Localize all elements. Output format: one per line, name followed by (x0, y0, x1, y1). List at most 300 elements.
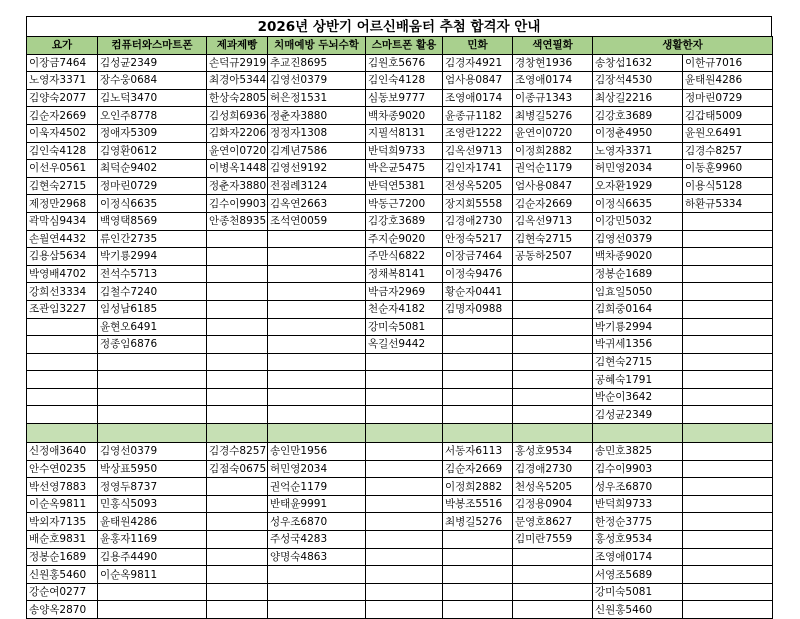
section-1 (27, 54, 773, 423)
table-cell: 허민영2034 (268, 460, 366, 478)
header-row (27, 37, 773, 55)
table-cell: 정채복8141 (366, 265, 443, 283)
table-cell: 김영선0379 (593, 230, 683, 248)
table-cell: 허민영2034 (593, 160, 683, 178)
table-cell (366, 478, 443, 496)
table-cell (366, 388, 443, 406)
table-cell: 이정식6635 (593, 195, 683, 213)
table-cell: 김현숙2715 (27, 177, 98, 195)
table-cell: 윤원오6491 (683, 124, 773, 142)
table-cell (513, 601, 593, 619)
table-cell (513, 300, 593, 318)
table-cell: 서동자6113 (443, 443, 513, 461)
table-row (27, 513, 773, 531)
table-cell: 이정희2882 (443, 478, 513, 496)
table-cell (98, 388, 207, 406)
table-cell: 홍성호9534 (513, 443, 593, 461)
table-cell (683, 478, 773, 496)
table-cell: 이정식6635 (98, 195, 207, 213)
table-cell: 반덕희9733 (366, 142, 443, 160)
table-cell (207, 513, 268, 531)
table-cell (268, 353, 366, 371)
table-row (27, 160, 773, 178)
table-cell (207, 230, 268, 248)
table-row (27, 601, 773, 619)
separator-cell (683, 424, 773, 443)
table-cell (207, 388, 268, 406)
table-cell (366, 531, 443, 549)
table-cell (683, 566, 773, 584)
table-cell: 조석연0059 (268, 212, 366, 230)
separator-cell (443, 424, 513, 443)
table-cell: 김수이9903 (593, 460, 683, 478)
page-title: 2026년 상반기 어르신배움터 추첨 합격자 안내 (26, 16, 772, 36)
table-cell (207, 248, 268, 266)
table-cell (443, 388, 513, 406)
table-cell (683, 406, 773, 424)
table-row (27, 353, 773, 371)
table-cell (683, 443, 773, 461)
separator-cell (27, 424, 98, 443)
table-cell (207, 495, 268, 513)
table-cell (98, 353, 207, 371)
table-cell (366, 371, 443, 389)
table-cell (268, 371, 366, 389)
table-cell (683, 248, 773, 266)
table-cell (207, 478, 268, 496)
table-cell (443, 583, 513, 601)
table-cell: 전석수5713 (98, 265, 207, 283)
table-cell: 박기룡2994 (593, 318, 683, 336)
table-cell: 박순이3642 (593, 388, 683, 406)
table-row (27, 300, 773, 318)
col-header-hanja: 생활한자 (593, 37, 773, 55)
table-cell: 김옥선9713 (443, 142, 513, 160)
table-cell: 곽막심9434 (27, 212, 98, 230)
table-row (27, 283, 773, 301)
table-row (27, 478, 773, 496)
table-cell (207, 283, 268, 301)
table-cell (207, 265, 268, 283)
table-cell: 정마린0729 (683, 89, 773, 107)
table-cell: 박기룡2994 (98, 248, 207, 266)
table-cell: 정춘자3880 (207, 177, 268, 195)
table-cell (683, 548, 773, 566)
table-cell: 김강호3689 (593, 107, 683, 125)
table-cell (98, 371, 207, 389)
table-row (27, 371, 773, 389)
table-cell (366, 548, 443, 566)
table-cell: 안정숙5217 (443, 230, 513, 248)
table-cell (683, 495, 773, 513)
table-cell: 이장금7464 (443, 248, 513, 266)
table-cell: 노영자3371 (27, 72, 98, 90)
table-cell: 최경아5344 (207, 72, 268, 90)
table-cell: 홍성호9534 (593, 531, 683, 549)
table-cell (683, 265, 773, 283)
table-cell (207, 371, 268, 389)
table-row (27, 177, 773, 195)
table-cell: 이용식5128 (683, 177, 773, 195)
table-row (27, 336, 773, 354)
table-cell: 백차종9020 (366, 107, 443, 125)
table-cell: 박금자2969 (366, 283, 443, 301)
table-row (27, 388, 773, 406)
table-cell: 김강호3689 (366, 212, 443, 230)
table-row (27, 89, 773, 107)
table-cell (683, 300, 773, 318)
table-cell: 이장금7464 (27, 54, 98, 72)
table-cell: 류인간2735 (98, 230, 207, 248)
table-cell (366, 460, 443, 478)
table-cell (27, 388, 98, 406)
table-cell (366, 583, 443, 601)
table-cell (443, 371, 513, 389)
table-cell (207, 353, 268, 371)
table-cell: 정정자1308 (268, 124, 366, 142)
table-cell: 오자환1929 (593, 177, 683, 195)
table-cell: 김현숙2715 (593, 353, 683, 371)
table-cell: 반덕연5381 (366, 177, 443, 195)
separator-cell (366, 424, 443, 443)
table-cell: 이동훈9960 (683, 160, 773, 178)
table-cell (683, 283, 773, 301)
table-cell: 박외자7135 (27, 513, 98, 531)
table-cell: 임효일5050 (593, 283, 683, 301)
table-cell (27, 353, 98, 371)
table-cell (683, 371, 773, 389)
table-cell (683, 318, 773, 336)
table-cell: 전성옥5205 (443, 177, 513, 195)
table-cell: 김현숙2715 (513, 230, 593, 248)
table-cell: 배순호9831 (27, 531, 98, 549)
separator-row (27, 424, 773, 443)
table-cell: 주지순9020 (366, 230, 443, 248)
table-cell: 김철수7240 (98, 283, 207, 301)
table-cell: 엄사용0847 (443, 72, 513, 90)
table-cell (207, 548, 268, 566)
table-cell (683, 460, 773, 478)
table-cell (366, 353, 443, 371)
table-cell (207, 318, 268, 336)
table-cell: 김영선0379 (268, 72, 366, 90)
table-cell: 김명자0988 (443, 300, 513, 318)
table-cell: 이종규1343 (513, 89, 593, 107)
table-cell: 이순옥9811 (98, 566, 207, 584)
table-cell: 김영환0612 (98, 142, 207, 160)
table-cell: 주성국4283 (268, 531, 366, 549)
table-cell (443, 406, 513, 424)
table-cell: 윤태원4286 (98, 513, 207, 531)
table-cell: 정춘자3880 (268, 107, 366, 125)
spreadsheet (26, 16, 772, 619)
table-cell: 김장석4530 (593, 72, 683, 90)
table-cell (513, 548, 593, 566)
table-cell: 정영두8737 (98, 478, 207, 496)
table-cell: 최상길2216 (593, 89, 683, 107)
table-cell (443, 601, 513, 619)
table-cell (683, 583, 773, 601)
table-cell (683, 601, 773, 619)
separator-cell (593, 424, 683, 443)
table-cell: 공동하2507 (513, 248, 593, 266)
table-cell: 김성균2349 (593, 406, 683, 424)
table-cell: 김용주4490 (98, 548, 207, 566)
table-cell: 윤연이0720 (513, 124, 593, 142)
table-cell: 김노덕3470 (98, 89, 207, 107)
table-cell: 한상숙2805 (207, 89, 268, 107)
table-cell: 김경수8257 (207, 443, 268, 461)
table-cell (27, 406, 98, 424)
table-cell: 권억순1179 (513, 160, 593, 178)
table-cell: 엄사용0847 (513, 177, 593, 195)
table-cell: 허은정1531 (268, 89, 366, 107)
table-cell (207, 406, 268, 424)
table-cell: 오인주8778 (98, 107, 207, 125)
table-cell: 신원홍5460 (593, 601, 683, 619)
table-cell: 추교진8695 (268, 54, 366, 72)
table-row (27, 318, 773, 336)
table-cell (27, 318, 98, 336)
table-cell: 주만식6822 (366, 248, 443, 266)
table-cell: 송창섭1632 (593, 54, 683, 72)
table-cell: 손월연4432 (27, 230, 98, 248)
section-separator (27, 424, 773, 443)
table-cell: 송민호3825 (593, 443, 683, 461)
separator-cell (98, 424, 207, 443)
col-header-baking: 제과제빵 (207, 37, 268, 55)
table-row (27, 230, 773, 248)
table-cell (268, 300, 366, 318)
separator-cell (513, 424, 593, 443)
table-cell (268, 248, 366, 266)
table-cell (443, 531, 513, 549)
table-cell: 김옥선9713 (513, 212, 593, 230)
table-cell: 하환규5334 (683, 195, 773, 213)
table-cell (513, 353, 593, 371)
table-cell (27, 371, 98, 389)
table-cell: 김성희6936 (207, 107, 268, 125)
table-row (27, 107, 773, 125)
table-cell (366, 406, 443, 424)
table-cell: 권억순1179 (268, 478, 366, 496)
table-cell: 정애자5309 (98, 124, 207, 142)
table-cell: 박상표5950 (98, 460, 207, 478)
table-cell: 천성옥5205 (513, 478, 593, 496)
table-row (27, 265, 773, 283)
table-cell (268, 601, 366, 619)
table-cell: 이병옥1448 (207, 160, 268, 178)
table-row (27, 195, 773, 213)
table-row (27, 124, 773, 142)
table-cell (268, 336, 366, 354)
table-cell: 김갑태5009 (683, 107, 773, 125)
table-cell: 지필석8131 (366, 124, 443, 142)
table-cell: 박영배4702 (27, 265, 98, 283)
table-cell (366, 443, 443, 461)
table-cell: 민홍식5093 (98, 495, 207, 513)
table-cell: 서영조5689 (593, 566, 683, 584)
table-cell: 전점례3124 (268, 177, 366, 195)
table-cell (443, 318, 513, 336)
table-row (27, 212, 773, 230)
table-cell: 김용삼5634 (27, 248, 98, 266)
table-cell: 조영애0174 (443, 89, 513, 107)
table-cell (513, 318, 593, 336)
table-cell: 강순여0277 (27, 583, 98, 601)
table-cell: 이욱자4502 (27, 124, 98, 142)
table-cell: 조영애0174 (513, 72, 593, 90)
table-cell: 최덕순9402 (98, 160, 207, 178)
table-cell (513, 371, 593, 389)
table-cell: 성우조6870 (268, 513, 366, 531)
table-cell (683, 336, 773, 354)
table-cell: 김순자2669 (443, 460, 513, 478)
table-cell: 김양숙2077 (27, 89, 98, 107)
table-cell: 정봉순1689 (27, 548, 98, 566)
table-row (27, 54, 773, 72)
table-cell (268, 388, 366, 406)
table-cell (513, 388, 593, 406)
col-header-dementia-math: 치매예방 두뇌수학 (268, 37, 366, 55)
table-cell (513, 265, 593, 283)
table-cell: 김성균2349 (98, 54, 207, 72)
table-row (27, 72, 773, 90)
table-cell (683, 212, 773, 230)
table-cell: 반덕희9733 (593, 495, 683, 513)
table-cell: 송인만1956 (268, 443, 366, 461)
table-row (27, 583, 773, 601)
table-cell: 성우조6870 (593, 478, 683, 496)
table-cell (513, 336, 593, 354)
table-cell: 김수이9903 (207, 195, 268, 213)
table-cell: 송양옥2870 (27, 601, 98, 619)
col-header-smartphone: 스마트폰 활용 (366, 37, 443, 55)
table-cell (268, 230, 366, 248)
table-cell: 김옥연2663 (268, 195, 366, 213)
table-cell: 박봉조5516 (443, 495, 513, 513)
table-cell (683, 353, 773, 371)
table-cell: 정봉순1689 (593, 265, 683, 283)
table-cell (207, 566, 268, 584)
table-cell (98, 583, 207, 601)
table-cell (268, 583, 366, 601)
table-cell (683, 513, 773, 531)
table-cell (513, 583, 593, 601)
table-cell: 김미란7559 (513, 531, 593, 549)
table-cell (683, 388, 773, 406)
table-cell: 윤태원4286 (683, 72, 773, 90)
table-row (27, 495, 773, 513)
table-cell (683, 531, 773, 549)
table-cell: 김인자1741 (443, 160, 513, 178)
table-cell: 이강민5032 (593, 212, 683, 230)
results-table (26, 36, 773, 619)
table-cell: 이정희2882 (513, 142, 593, 160)
separator-cell (268, 424, 366, 443)
table-cell: 조영란1222 (443, 124, 513, 142)
table-row (27, 548, 773, 566)
table-cell (268, 283, 366, 301)
table-cell: 김화자2206 (207, 124, 268, 142)
table-cell: 양명숙4863 (268, 548, 366, 566)
table-cell: 한정순3775 (593, 513, 683, 531)
table-cell: 심동보9777 (366, 89, 443, 107)
table-row (27, 566, 773, 584)
table-cell: 김경자4921 (443, 54, 513, 72)
table-cell: 박선영7883 (27, 478, 98, 496)
table-cell: 김경애2730 (443, 212, 513, 230)
table-cell: 최병길5276 (443, 513, 513, 531)
table-cell: 백영택8569 (98, 212, 207, 230)
table-row (27, 460, 773, 478)
table-cell: 노영자3371 (593, 142, 683, 160)
table-cell: 이한규7016 (683, 54, 773, 72)
table-cell (207, 531, 268, 549)
table-cell: 김순자2669 (27, 107, 98, 125)
table-cell: 김영선0379 (98, 443, 207, 461)
table-cell: 신원홍5460 (27, 566, 98, 584)
table-cell (443, 566, 513, 584)
table-cell (443, 353, 513, 371)
table-cell: 천순자4182 (366, 300, 443, 318)
table-cell: 김순자2669 (513, 195, 593, 213)
table-cell (268, 406, 366, 424)
table-cell: 김인숙4128 (366, 72, 443, 90)
table-cell: 윤연이0720 (207, 142, 268, 160)
table-cell: 안수연0235 (27, 460, 98, 478)
table-cell: 조영애0174 (593, 548, 683, 566)
table-cell: 강희선3334 (27, 283, 98, 301)
table-cell: 옥길선9442 (366, 336, 443, 354)
table-cell: 강미숙5081 (593, 583, 683, 601)
table-cell: 이선우0561 (27, 160, 98, 178)
table-cell: 장지회5558 (443, 195, 513, 213)
table-cell: 반태윤9991 (268, 495, 366, 513)
table-cell: 김인숙4128 (27, 142, 98, 160)
table-cell: 장수웅0684 (98, 72, 207, 90)
table-cell (366, 513, 443, 531)
table-cell (366, 495, 443, 513)
table-row (27, 443, 773, 461)
table-cell: 박은균5475 (366, 160, 443, 178)
col-header-colored-pencil: 색연필화 (513, 37, 593, 55)
table-cell: 최병길5276 (513, 107, 593, 125)
table-cell (207, 583, 268, 601)
table-cell (513, 283, 593, 301)
table-cell (27, 336, 98, 354)
table-cell: 김정용0904 (513, 495, 593, 513)
table-cell: 정종임6876 (98, 336, 207, 354)
table-cell: 김영선9192 (268, 160, 366, 178)
col-header-computer: 컴퓨터와스마트폰 (98, 37, 207, 55)
table-cell: 김경수8257 (683, 142, 773, 160)
table-cell (207, 300, 268, 318)
table-cell: 김점숙0675 (207, 460, 268, 478)
table-cell (443, 548, 513, 566)
table-cell: 임성남6185 (98, 300, 207, 318)
table-cell: 김계년7586 (268, 142, 366, 160)
table-row (27, 142, 773, 160)
table-cell: 손덕규2919 (207, 54, 268, 72)
table-cell (268, 566, 366, 584)
table-row (27, 531, 773, 549)
table-row (27, 406, 773, 424)
table-cell: 경창현1936 (513, 54, 593, 72)
table-cell: 윤현오6491 (98, 318, 207, 336)
table-cell (366, 566, 443, 584)
table-cell: 공혜숙1791 (593, 371, 683, 389)
